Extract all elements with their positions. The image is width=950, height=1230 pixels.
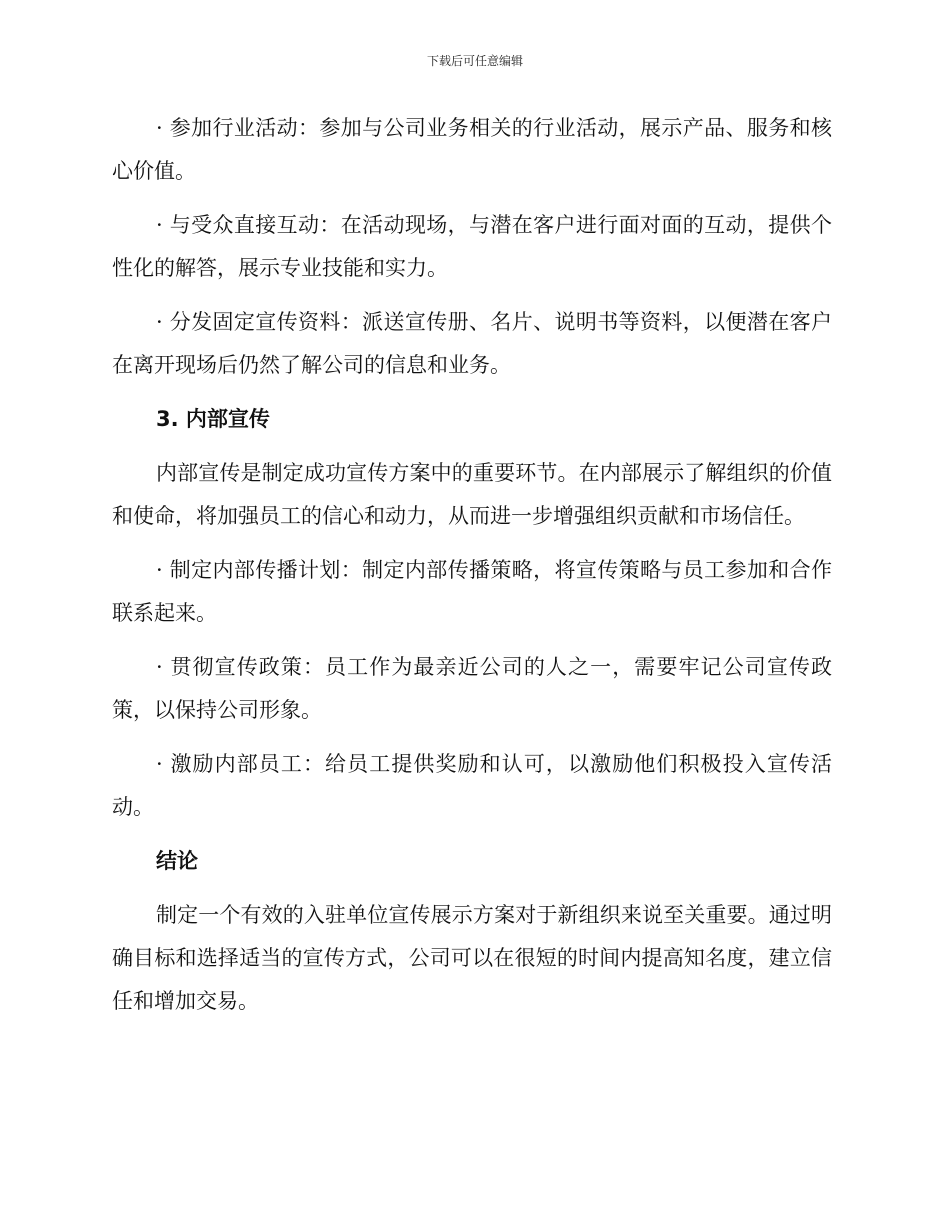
bullet-direct-interaction: · 与受众直接互动：在活动现场，与潜在客户进行面对面的互动，提供个性化的解答，展示专业技能和实力。 <box>112 213 832 280</box>
bullet-industry-events: · 参加行业活动：参加与公司业务相关的行业活动，展示产品、服务和核心价值。 <box>112 116 832 183</box>
bullet-internal-plan: · 制定内部传播计划：制定内部传播策略，将宣传策略与员工参加和合作联系起来。 <box>112 558 832 625</box>
bullet-promotion-policy: · 贯彻宣传政策：员工作为最亲近公司的人之一，需要牢记公司宣传政策，以保持公司形象。 <box>112 655 832 722</box>
page-header-note: 下载后可任意编辑 <box>426 54 523 68</box>
section-intro-internal-promotion: 内部宣传是制定成功宣传方案中的重要环节。在内部展示了解组织的价值和使命，将加强员工的信心和动力，从而进一步增强组织贡献和市场信任。 <box>112 461 832 528</box>
bullet-distribute-materials: · 分发固定宣传资料：派送宣传册、名片、说明书等资料，以便潜在客户在离开现场后仍然了解公司的信息和业务。 <box>112 310 832 377</box>
document-body <box>112 107 832 1034</box>
section-heading-internal-promotion: 3. 内部宣传 <box>156 407 270 431</box>
section-heading-conclusion: 结论 <box>156 849 198 873</box>
bullet-motivate-staff: · 激励内部员工：给员工提供奖励和认可，以激励他们积极投入宣传活动。 <box>112 752 832 819</box>
conclusion-paragraph: 制定一个有效的入驻单位宣传展示方案对于新组织来说至关重要。通过明确目标和选择适当的宣传方式，公司可以在很短的时间内提高知名度，建立信任和增加交易。 <box>112 903 832 1013</box>
